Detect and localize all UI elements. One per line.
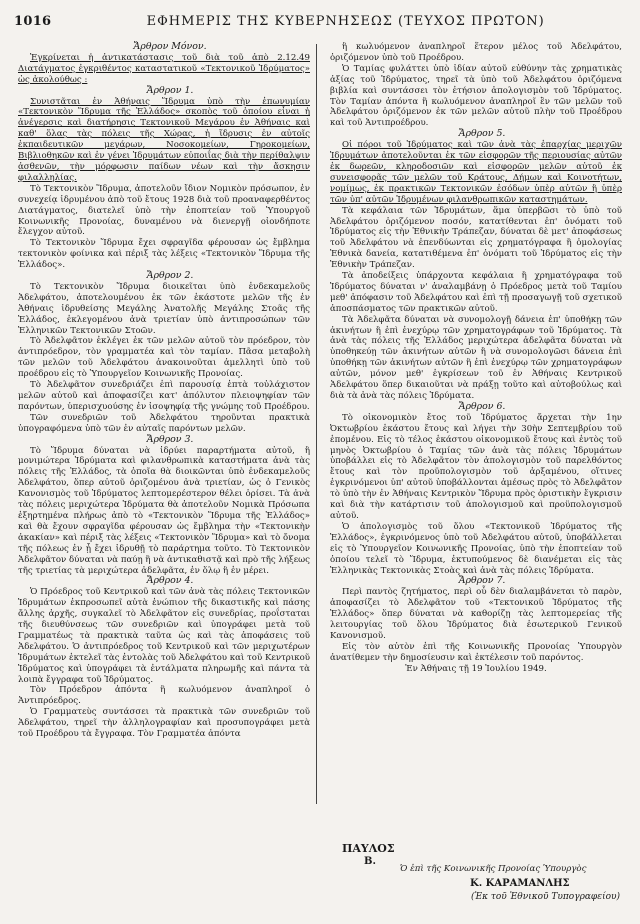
article-2-heading: Ἄρθρον 2. [146, 270, 194, 282]
intro-paragraph: Ἐγκρίνεται ἡ ἀντικατάστασις τοῦ διὰ τοῦ ἀπὸ 2.12.49 Διατάγματος ἐγκριθέντος καταστατικοῦ «Τεκτονικοῦ Ἱδρύματος» ὡς ἀκολούθως : [18, 52, 310, 85]
paragraph: Τὸ οἰκονομικὸν ἔτος τοῦ Ἱδρύματος ἄρχεται τὴν 1ην Ὀκτωβρίου ἑκάστου ἔτους καὶ λήγει τὴν 30ὴν Σεπτεμβρίου τοῦ ἑπομένου. Εἰς τὸ τέλος ἑκάστου οἰκονομικοῦ ἔτους καὶ ἐντὸς τοῦ μηνὸς Ὀκτωβρίου ὁ Ταμίας τῶν ἀνὰ τὰς πόλεις Ἱδρυμάτων ὑποβάλλει εἰς τὸ Ἀδελφᾶτον τὸν ἀπολογισμὸν τοῦ παρελθόντος ἔτους καὶ τὸν προϋπολογισμὸν τοῦ ἀρξαμένου, οἵτινες ἐγκρινόμενοι ὑπ' αὐτοῦ ὑποβάλλονται ἀμέσως πρὸς τὸ Ἀδελφᾶτον τὸ ὑπὸ τὴν ἐν Ἀθήναις Κεντρικὸν Ἵδρυμα πρὸς ὁριστικὴν ἔγκρισιν καὶ διὰ τὴν κατάρτισιν τοῦ ἀπολογισμοῦ καὶ προϋπολογισμοῦ αὐτοῦ. [330, 412, 622, 521]
column-divider [316, 44, 317, 804]
page-number: 1016 [14, 14, 52, 29]
paragraph: Τὸ Τεκτονικὸν Ἵδρυμα διοικεῖται ὑπὸ ἑνδεκαμελοῦς Ἀδελφάτου, ἀποτελουμένου ἐκ τῶν ἑκάστοτε μελῶν τῆς ἐν Ἀθήναις ἱδρυθείσης Μεγάλης Ἀνατολῆς Μεγάλης Στοᾶς τῆς Ἑλλάδος, ἐκλεγομένου ἀνὰ τριετίαν ὑπὸ ἀντιπροσώπων τῶν Ἑλληνικῶν Τεκτονικῶν Στοῶν. [18, 281, 310, 336]
article-4-heading: Ἄρθρον 4. [146, 575, 194, 587]
minister-role: Ὁ ἐπὶ τῆς Κοινωνικῆς Προνοίας Ὑπουργὸς [400, 864, 587, 874]
article-5-heading: Ἄρθρον 5. [458, 128, 506, 140]
paragraph: Εἰς τὸν αὐτὸν ἐπὶ τῆς Κοινωνικῆς Προνοίας Ὑπουργὸν ἀνατίθεμεν τὴν δημοσίευσιν καὶ ἐκτέλεσιν τοῦ παρόντος. [330, 641, 622, 663]
paragraph: Τὸ Ἵδρυμα δύναται νὰ ἱδρύει παραρτήματα αὐτοῦ, ἢ μονιμώτερα Ἱδρύματα καὶ φιλανθρωπικὰ καταστήματα ἀνὰ τὰς πόλεις τῆς Ἑλλάδος, τὰ ὁποῖα θὰ διοικῶνται ὑπὸ ἐνδεκαμελοῦς Ἀδελφάτου, ὅπερ αὐτοῦ ὁριζομένου ἀνὰ τριετίαν, ὡς ὁ Γενικὸς Κανονισμὸς τοῦ Ἱδρύματος λεπτομερέστερον θέλει ὁρίσει. Τὰ ἀνὰ τὰς πόλεις μεριχώτερα Ἱδρύματα θὰ ἀποτελοῦν Νομικὰ Πρόσωπα ἐξηρτημένα πλήρως ἀπὸ τὸ «Τεκτονικὸν Ἵδρυμα τῆς Ἑλλάδος» καὶ θὰ ἔχουν σφραγῖδα φέρουσαν ὡς ἔμβλημα τὴν «Τεκτονικὴν ἀκακίαν» καὶ πέριξ τὰς λέξεις «Τεκτονικὸν Ἵδρυμα» καὶ τὸ ὄνομα τῆς πόλεως ἐν ᾗ ἔχει ἱδρυθῇ τὸ παράρτημα τοῦτο. Τὸ Τεκτονικὸν Ἀδελφᾶτον δύναται νὰ παύῃ ἢ νὰ ἀντικαθιστᾷ καὶ πρὸ τῆς λήξεως τῆς τριετίας τὰ μεριχώτερα ἀδελφᾶτα, ἐν ὅλῳ ἢ ἐν μέρει. [18, 445, 310, 576]
right-column [330, 42, 622, 675]
paragraph: Οἱ πόροι τοῦ Ἱδρύματος καὶ τῶν ἀνὰ τὰς ἐπαρχίας μεριχῶν Ἱδρυμάτων ἀποτελοῦνται ἐκ τῶν εἰσφορῶν τῆς περιουσίας αὐτῶν ἐκ δωρεῶν, κληροδοσιῶν καὶ εἰσφορῶν μελῶν αὐτοῦ ἐκ συνεισφορᾶς τῶν μελῶν τοῦ Κράτους, Δήμων καὶ Κοινοτήτων, νομίμως, ἐκ πρακτικῶν Τεκτονικῶν ἐσόδων ὑπὲρ αὐτῶν ἢ ὑπὲρ τῶν ὑπ' αὐτῶν Ἱδρυμένων φιλανθρωπικῶν καταστημάτων. [330, 140, 622, 205]
minister-name: Κ. ΚΑΡΑΜΑΝΛΗΣ [470, 878, 570, 889]
paragraph: Ὁ Ταμίας φυλάττει ὑπὸ ἰδίαν αὐτοῦ εὐθύνην τὰς χρηματικὰς ἀξίας τοῦ Ἱδρύματος, τηρεῖ τὰ ὑπὸ τοῦ Ἀδελφάτου ὁριζόμενα βιβλία καὶ συντάσσει τὸν ἐτήσιον ἀπολογισμὸν τοῦ Ἱδρύματος. Τὸν Ταμίαν ἀπόντα ἢ κωλυόμενον ἀναπληροῖ ἓν τῶν μελῶν τοῦ Ἀδελφάτου ὁριζόμενον ἐκ τῶν μελῶν αὐτοῦ πλὴν τοῦ Προέδρου καὶ τοῦ Ἀντιπροέδρου. [330, 63, 622, 129]
paragraph: Τὰ κεφάλαια τῶν Ἱδρυμάτων, ἅμα ὑπερβῶσι τὸ ὑπὸ τοῦ Ἀδελφάτου ὁριζόμενον ποσόν, κατατίθενται ἐπ' ὀνόματι τοῦ Ἱδρύματος εἰς τὴν Ἐθνικὴν Τράπεζαν, δύναται δὲ μετ' ἀποφάσεως τοῦ Ἀδελφάτου νὰ ἐπενδύωνται εἰς χρηματόγραφα ἢ ὁμολογίας Ἐθνικὰ δανεία, κατατιθέμενα ἐπ' ὀνόματι τοῦ Ἱδρύματος εἰς τὴν Ἐθνικὴν Τράπεζαν. [330, 205, 622, 271]
signature-initial: Β. [364, 856, 376, 867]
article-heading: Ἄρθρον Μόνον. [133, 41, 207, 52]
paragraph: Τὸν Πρόεδρον ἀπόντα ἢ κωλυόμενον ἀναπληροῖ ὁ Ἀντιπρόεδρος. [18, 685, 310, 707]
left-column [18, 42, 310, 740]
paragraph: ἢ κωλυόμενον ἀναπληροῖ ἕτερον μέλος τοῦ Ἀδελφάτου, ὁριζόμενον ὑπὸ τοῦ Προέδρου. [330, 42, 622, 63]
article-7-heading: Ἄρθρον 7. [458, 575, 506, 587]
printer-note: (Ἐκ τοῦ Ἐθνικοῦ Τυπογραφείου) [470, 892, 620, 902]
paragraph: Τὸ Τεκτονικὸν Ἵδρυμα, ἀποτελοῦν ἴδιον Νομικὸν πρόσωπον, ἐν συνεχείᾳ ἱδρυμένου ἀπὸ τοῦ ἔτους 1928 διὰ τοῦ προαναφερθέντος Διατάγματος, διατελεῖ ὑπὸ τὴν ἐποπτείαν τοῦ Ὑπουργοῦ Κοινωνικῆς Προνοίας, δυναμένου νὰ διενεργῇ οἰονδήποτε ἔλεγχον αὐτοῦ. [18, 183, 310, 238]
paragraph: Τὸ Τεκτονικὸν Ἵδρυμα ἔχει σφραγῖδα φέρουσαν ὡς ἔμβλημα τεκτονικὸν φοίνικα καὶ πέριξ τὰς λέξεις «Τεκτονικὸν Ἵδρυμα τῆς Ἑλλάδος». [18, 238, 310, 271]
paragraph: Τὰ ἀποδείξεις ὑπάρχοντα κεφάλαια ἢ χρηματόγραφα τοῦ Ἱδρύματος δύναται ν' ἀναλαμβάνῃ ὁ Πρόεδρος μετὰ τοῦ Ταμίου μεθ' ἀπόφασιν τοῦ Ἀδελφάτου καὶ ἐπὶ τῇ προσαγωγῇ τοῦ σχετικοῦ ἀποσπάσματος τῶν πρακτικῶν αὐτοῦ. [330, 271, 622, 314]
paragraph: Τὸ Ἀδελφᾶτον ἐκλέγει ἐκ τῶν μελῶν αὐτοῦ τὸν πρόεδρον, τὸν ἀντιπρόεδρον, τὸν γραμματέα καὶ τὸν ταμίαν. Πᾶσα μεταβολὴ τῶν μελῶν τοῦ Ἀδελφάτου ἀνακοινοῦται ἀμελλητὶ ὑπὸ τοῦ προέδρου εἰς τὸ Ὑπουργεῖον Κοινωνικῆς Προνοίας. [18, 336, 310, 380]
paragraph: Συνιστᾶται ἐν Ἀθήναις Ἵδρυμα ὑπὸ τὴν ἐπωνυμίαν «Τεκτονικὸν Ἵδρυμα τῆς Ἑλλάδος» σκοπὸς τοῦ ὁποίου εἶναι ἡ ἀνέγερσις καὶ διατήρησις Τεκτονικοῦ Μεγάρου ἐν Ἀθήναις καὶ καθ' ὅλας τὰς πόλεις τῆς Χώρας, ἡ ἵδρυσις ἐν αὐτοῖς ἐκπαιδευτικῶν μεγάρων, Νοσοκομείων, Γηροκομείων, Βιβλιοθηκῶν καὶ ἐν γένει Ἱδρυμάτων εὐποιΐας διὰ τὴν περίθαλψιν ἀσθενῶν, τὴν μόρφωσιν παίδων νέων καὶ τὴν ἄσκησιν φιλαλληλίας. [18, 96, 310, 183]
paragraph: Περὶ παντὸς ζητήματος, περὶ οὗ δὲν διαλαμβάνεται τὸ παρὸν, ἀποφασίζει τὸ Ἀδελφᾶτον τοῦ «Τεκτονικοῦ Ἱδρύματος τῆς Ἑλλάδος» ὅπερ δύναται νὰ καθορίζῃ τὰς λεπτομερείας τῆς λειτουργίας τοῦ ὅλου Ἱδρύματος διὰ ἐσωτερικοῦ Γενικοῦ Κανονισμοῦ. [330, 587, 622, 641]
article-3-heading: Ἄρθρον 3. [146, 433, 194, 445]
paragraph: Τὰ Ἀδελφᾶτα δύναται νὰ συνομολογῇ δάνεια ἐπ' ὑποθήκῃ τῶν ἀκινήτων ἢ ἐπὶ ἐνεχύρῳ τῶν χρηματογράφων τοῦ Ἱδρύματος. Τὰ ἀνὰ τὰς πόλεις τῆς Ἑλλάδος μεριχώτερα ἀδελφᾶτα δύναται νὰ ὑποθηκεύῃ τῶν ἀκινήτων αὐτῶν ἢ νὰ συνομολογῶσι δάνεια ἐπὶ ὑποθήκῃ τῶν ἀκινήτων αὐτῶν ἢ ἐπὶ ἐνεχύρῳ τῶν χρηματογράφων αὐτῶν, μόνον μεθ' ἐγκρίσεων τοῦ ἐν Ἀθήναις Κεντρικοῦ Ἀδελφάτου ὅπερ δικαιοῦται νὰ πράξῃ τοῦτο καὶ αὐτοβούλως καὶ διὰ τὰ ἀνὰ τὰς πόλεις Ἱδρύματα. [330, 314, 622, 401]
paragraph: Ὁ Γραμματεὺς συντάσσει τὰ πρακτικὰ τῶν συνεδριῶν τοῦ Ἀδελφάτου, τηρεῖ τὴν ἀλληλογραφίαν καὶ προσυπογράφει μετὰ τοῦ Προέδρου τὰ ἔγγραφα. Τὸν Γραμματέα ἀπόντα [18, 707, 310, 740]
king-signature: ΠΑΥΛΟΣ [342, 842, 395, 855]
signing-date: Ἐν Ἀθήναις τῇ 19 Ἰουλίου 1949. [405, 663, 547, 674]
paragraph: Ὁ Πρόεδρος τοῦ Κεντρικοῦ καὶ τῶν ἀνὰ τὰς πόλεις Τεκτονικῶν Ἱδρυμάτων ἐκπροσωπεῖ αὐτὰ ἐνώπιον τῆς δικαστικῆς καὶ πάσης ἄλλης ἀρχῆς, συγκαλεῖ τὸ Ἀδελφᾶτον εἰς συνεδρίας, προΐσταται τῆς διευθύνσεως τῶν συνεδριῶν καὶ ὑπογράφει μετὰ τοῦ Γραμματέως τὰ πρακτικὰ ταῦτα ὡς καὶ τὰς ἀποφάσεις τοῦ Ἀδελφάτου. Ὁ ἀντιπρόεδρος τοῦ Κεντρικοῦ καὶ τῶν μεριχωτέρων Ἱδρυμάτων ἐκτελεῖ τὰς ἐντολὰς τοῦ Ἀδελφάτου καὶ τοῦ Κεντρικοῦ Ἱδρύματος καὶ ὑπογράφει τὰ ἐντάλματα πληρωμῆς καὶ πάντα τὰ λοιπὰ ἔγγραφα τοῦ Ἱδρύματος. [18, 587, 310, 685]
paragraph: Τὸ Ἀδελφᾶτον συνεδριάζει ἐπὶ παρουσίᾳ ἑπτὰ τοὐλάχιστον μελῶν αὐτοῦ καὶ ἀποφασίζει κατ' ἀπόλυτον πλειοψηφίαν τῶν παρόντων, ὑπερισχυούσης ἐν ἰσοψηφίᾳ τῆς γνώμης τοῦ Προέδρου. [18, 380, 310, 412]
gazette-title: ΕΦΗΜΕΡΙΣ ΤΗΣ ΚΥΒΕΡΝΗΣΕΩΣ (ΤΕΥΧΟΣ ΠΡΩΤΟΝ) [146, 14, 545, 29]
article-1-heading: Ἄρθρον 1. [146, 84, 194, 96]
page-header [14, 14, 626, 34]
paragraph: Τῶν συνεδριῶν τοῦ Ἀδελφάτου τηροῦνται πρακτικὰ ὑπογραφόμενα ὑπὸ τῶν ἐν αὐταῖς παρόντων μελῶν. [18, 412, 310, 434]
paragraph: Ὁ ἀπολογισμὸς τοῦ ὅλου «Τεκτονικοῦ Ἱδρύματος τῆς Ἑλλάδος», ἐγκρινόμενος ὑπὸ τοῦ Ἀδελφάτου αὐτοῦ, ὑποβάλλεται εἰς τὸ Ὑπουργεῖον Κοινωνικῆς Προνοίας, ὑπὸ τὴν ἐποπτείαν τοῦ ὁποίου τελεῖ τὸ Ἵδρυμα, ἐκτυπούμενος δὲ διανέμεται εἰς τὰς Ἑλληνικὰς Τεκτονικὰς Στοὰς καὶ ἀνὰ τὰς πόλεις Ἱδρύματα. [330, 521, 622, 576]
article-6-heading: Ἄρθρον 6. [458, 400, 506, 412]
